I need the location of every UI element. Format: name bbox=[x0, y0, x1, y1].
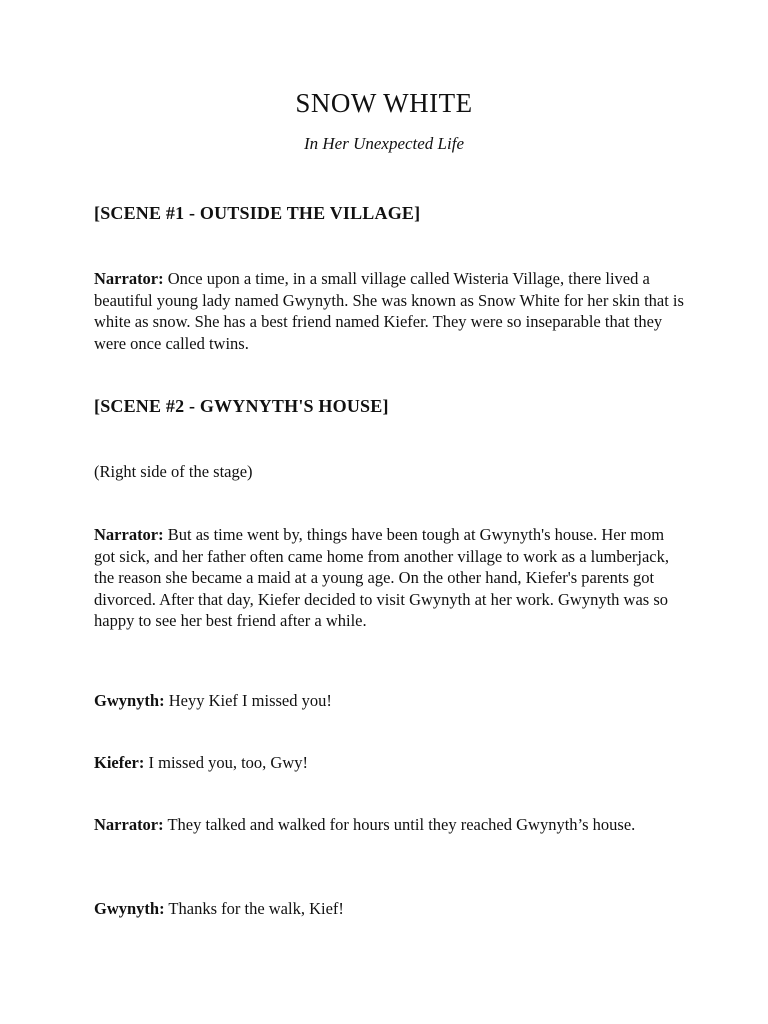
line-text: They talked and walked for hours until they reached Gwynyth’s house. bbox=[163, 815, 636, 834]
speaker-name: Kiefer: bbox=[94, 753, 145, 772]
speaker-name: Narrator: bbox=[94, 269, 164, 288]
dialogue-line bbox=[94, 268, 684, 354]
dialogue-line bbox=[94, 690, 684, 712]
document-subtitle: In Her Unexpected Life bbox=[303, 134, 465, 153]
document-title: SNOW WHITE bbox=[295, 88, 473, 118]
dialogue-line bbox=[94, 814, 684, 836]
line-text: Heyy Kief I missed you! bbox=[164, 691, 332, 710]
line-text: But as time went by, things have been tough at Gwynyth's house. Her mom got sick, and her father often came home from another village to work as a lumberjack, the reason she became a maid at a young age. On the other hand, Kiefer's parents got divorced. After that day, Kiefer decided to visit Gwynyth at her work. Gwynyth was so happy to see her best friend after a while. bbox=[94, 525, 669, 630]
line-text: I missed you, too, Gwy! bbox=[144, 753, 309, 772]
line-text: Once upon a time, in a small village called Wisteria Village, there lived a beautiful young lady named Gwynyth. She was known as Snow White for her skin that is white as snow. She has a best friend named Kiefer. They were so inseparable that they were once called twins. bbox=[94, 269, 684, 353]
line-text: Thanks for the walk, Kief! bbox=[164, 899, 344, 918]
scene-1-heading: [SCENE #1 - OUTSIDE THE VILLAGE] bbox=[94, 203, 421, 223]
dialogue-line bbox=[94, 752, 684, 774]
speaker-name: Narrator: bbox=[94, 525, 164, 544]
speaker-name: Gwynyth: bbox=[94, 691, 165, 710]
dialogue-line bbox=[94, 524, 684, 632]
stage-direction: (Right side of the stage) bbox=[94, 462, 253, 481]
dialogue-line bbox=[94, 898, 684, 920]
scene-2-heading: [SCENE #2 - GWYNYTH'S HOUSE] bbox=[94, 396, 389, 416]
speaker-name: Narrator: bbox=[94, 815, 164, 834]
speaker-name: Gwynyth: bbox=[94, 899, 165, 918]
